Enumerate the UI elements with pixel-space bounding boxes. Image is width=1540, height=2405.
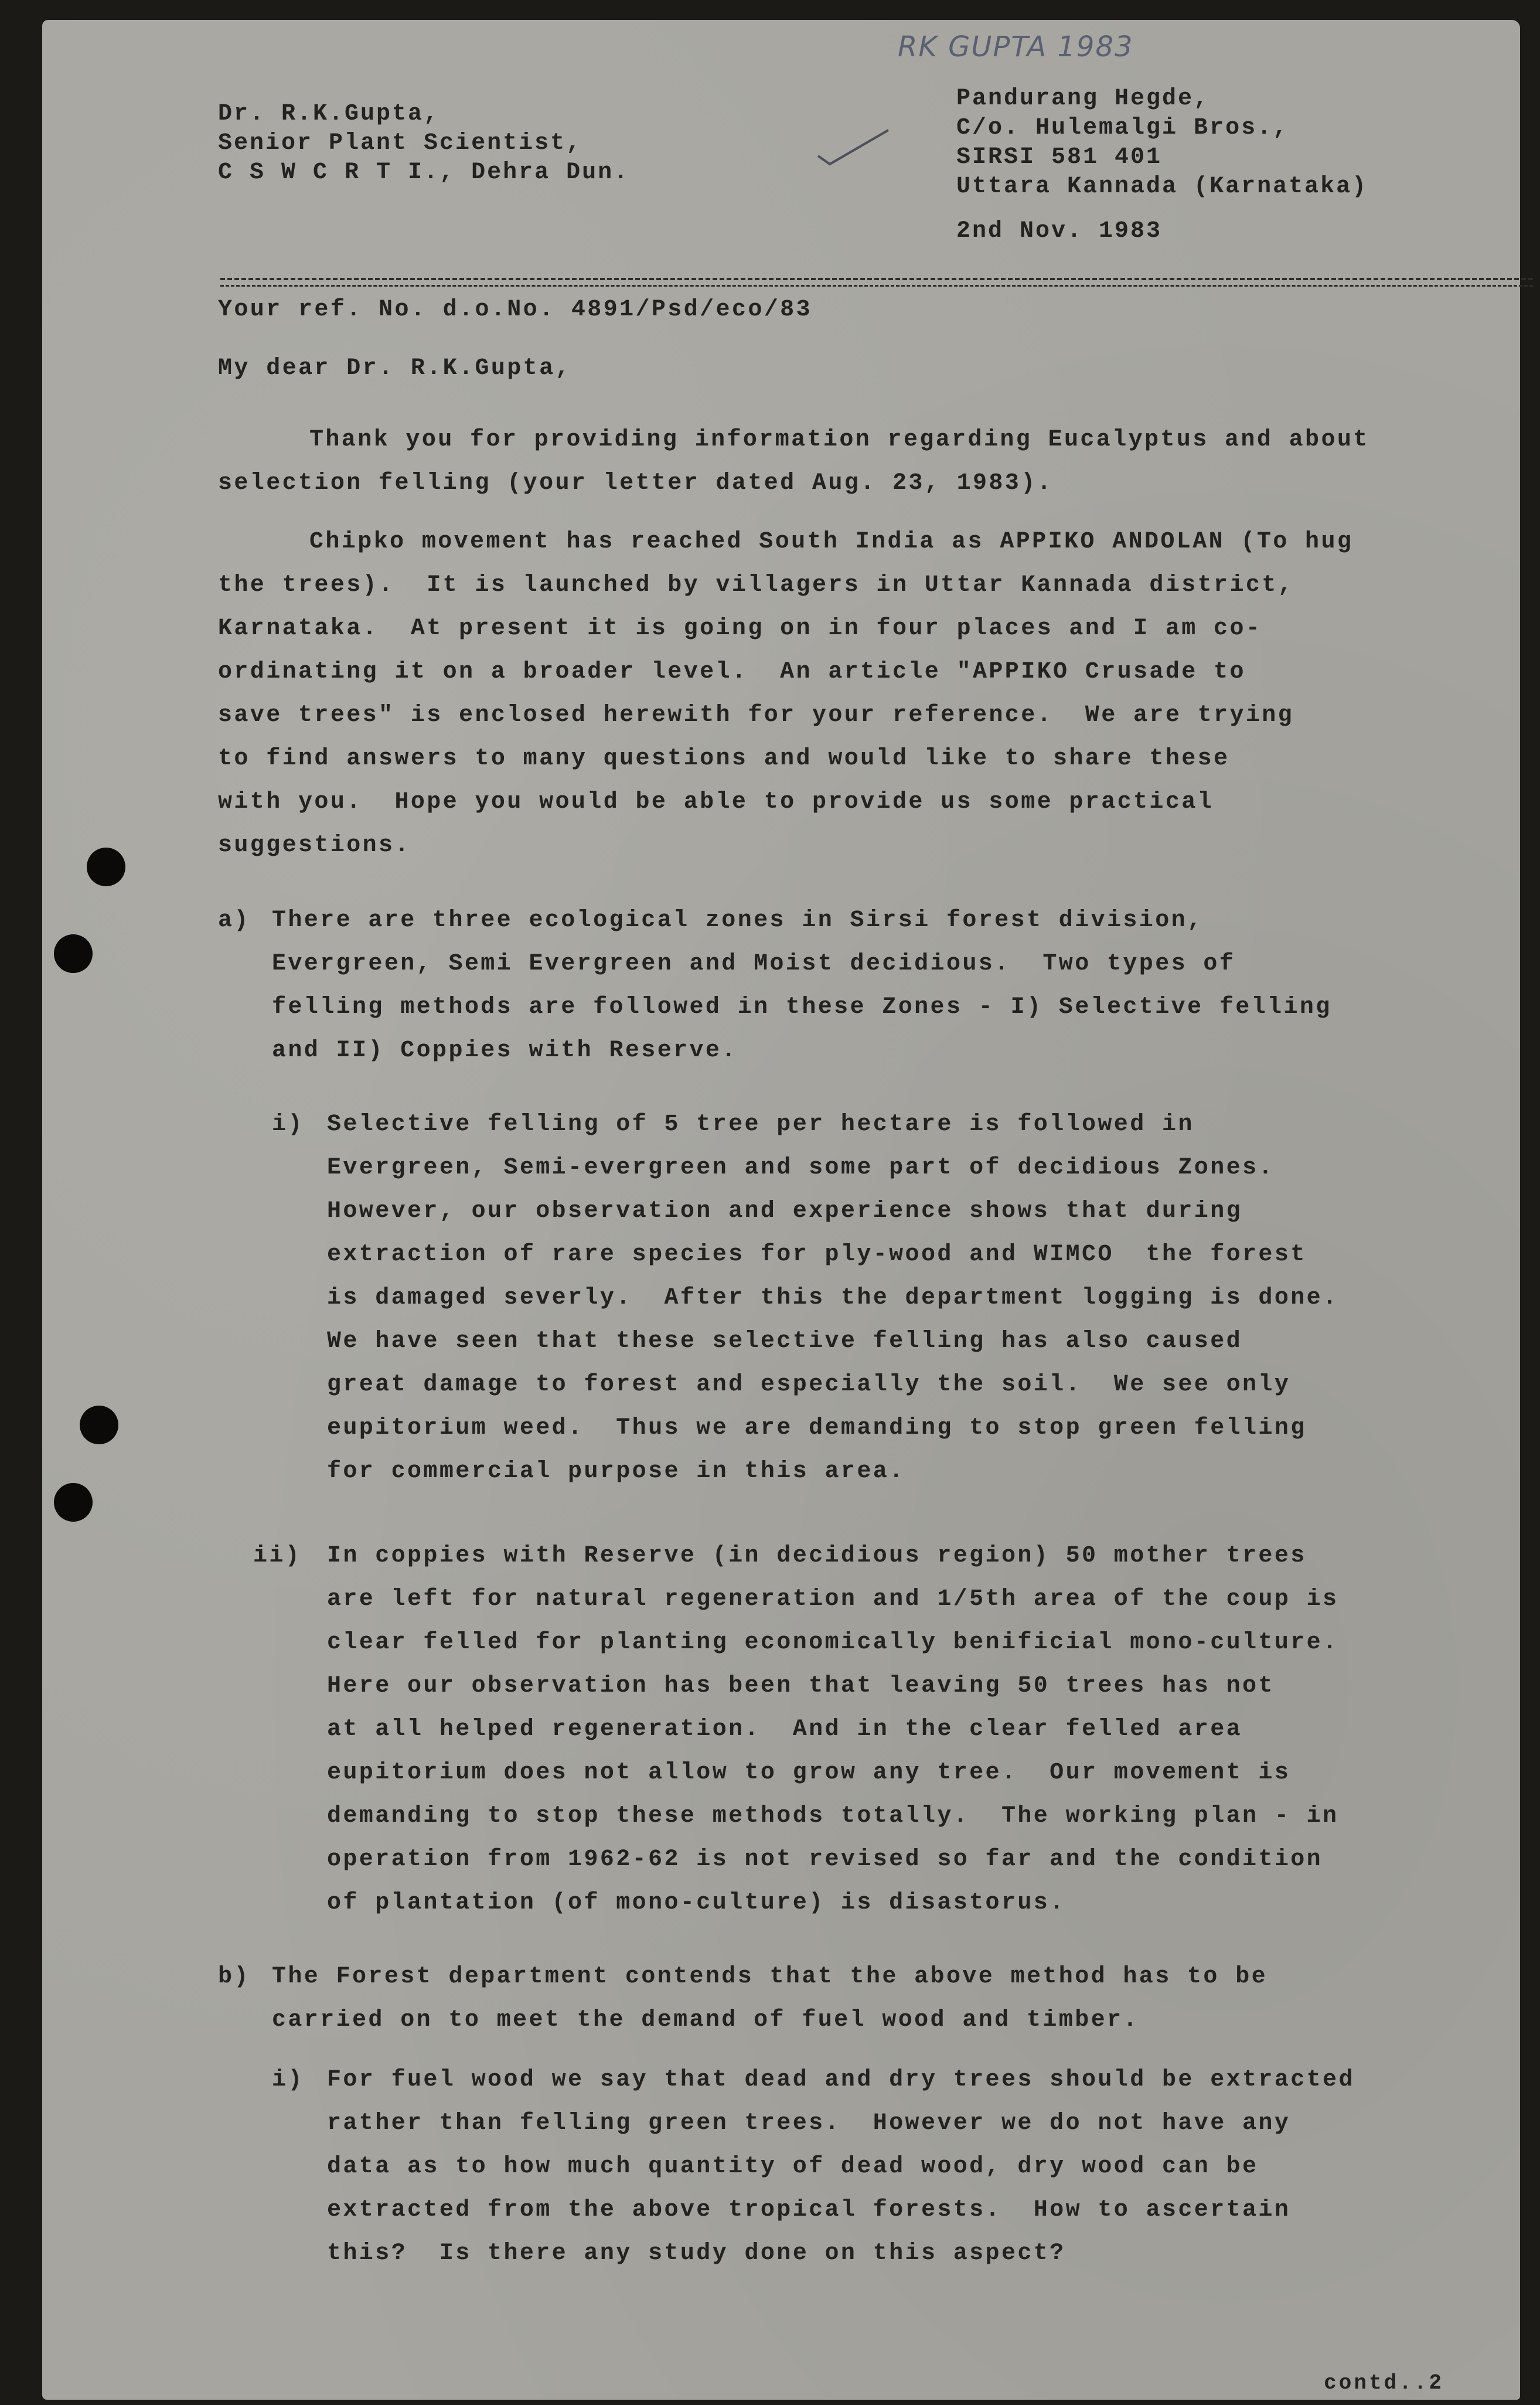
text-line: at all helped regeneration. And in the clear felled area — [327, 1716, 1243, 1743]
punch-hole-1 — [87, 848, 125, 886]
text-line: In coppies with Reserve (in decidious region) 50 mother trees — [327, 1543, 1307, 1569]
letter-date: 2nd Nov. 1983 — [956, 218, 1163, 244]
text-line: extraction of rare species for ply-wood and WIMCO the forest — [327, 1241, 1307, 1268]
text-line: with you. Hope you would be able to provide us some practical — [218, 789, 1214, 815]
recipient-org: C S W C R T I., Dehra Dun. — [218, 159, 630, 186]
sender-name: Pandurang Hegde, — [956, 86, 1210, 112]
text-line: carried on to meet the demand of fuel wood and timber. — [272, 2007, 1139, 2033]
text-line: Selective felling of 5 tree per hectare is followed in — [327, 1111, 1194, 1138]
text-line: demanding to stop these methods totally. The working plan - in — [327, 1803, 1339, 1829]
text-line: We have seen that these selective felling has also caused — [327, 1328, 1243, 1355]
text-line: clear felled for planting economically benificial mono-culture. — [327, 1630, 1339, 1656]
divider-line-lower — [220, 285, 1533, 287]
text-line: eupitorium does not allow to grow any tree. Our movement is — [327, 1760, 1291, 1786]
text-line: Evergreen, Semi-evergreen and some part of decidious Zones. — [327, 1155, 1275, 1181]
text-line: eupitorium weed. Thus we are demanding to stop green felling — [327, 1415, 1307, 1441]
divider-line — [220, 278, 1533, 280]
text-line: Here our observation has been that leaving 50 trees has not — [327, 1673, 1275, 1699]
sender-care-of: C/o. Hulemalgi Bros., — [956, 115, 1289, 141]
text-line: felling methods are followed in these Zones - I) Selective felling — [272, 994, 1332, 1020]
text-line: this? Is there any study done on this aspect? — [327, 2240, 1066, 2267]
text-line: is damaged severly. After this the department logging is done. — [327, 1285, 1339, 1311]
text-line: for commercial purpose in this area. — [327, 1458, 905, 1485]
text-line: However, our observation and experience shows that during — [327, 1198, 1243, 1224]
text-line: rather than felling green trees. However we do not have any — [327, 2110, 1291, 2137]
text-line: data as to how much quantity of dead wood, dry wood can be — [327, 2154, 1259, 2180]
tick-mark-icon — [816, 127, 892, 168]
text-line: the trees). It is launched by villagers in Uttar Kannada district, — [218, 572, 1294, 598]
list-marker: b) — [218, 1964, 250, 1990]
text-line: selection felling (your letter dated Aug. 23, 1983). — [218, 470, 1054, 496]
recipient-title: Senior Plant Scientist, — [218, 130, 582, 157]
sender-district: Uttara Kannada (Karnataka) — [956, 174, 1368, 200]
continuation-note: contd..2 — [1324, 2371, 1444, 2395]
list-marker: ii) — [253, 1543, 302, 1569]
handwritten-annotation: RK GUPTA 1983 — [898, 30, 1134, 63]
text-line: There are three ecological zones in Sirsi forest division, — [272, 907, 1204, 934]
punch-hole-2 — [54, 934, 93, 973]
text-line: save trees" is enclosed herewith for your reference. We are trying — [218, 702, 1294, 729]
text-line: and II) Coppies with Reserve. — [272, 1037, 738, 1064]
text-line: are left for natural regeneration and 1/5th area of the coup is — [327, 1586, 1339, 1613]
text-line: For fuel wood we say that dead and dry trees should be extracted — [327, 2067, 1355, 2093]
text-line: suggestions. — [218, 832, 411, 859]
letter-page — [42, 20, 1520, 2400]
text-line: to find answers to many questions and would like to share these — [218, 746, 1230, 772]
list-marker: i) — [272, 2067, 304, 2093]
text-line: of plantation (of mono-culture) is disastorus. — [327, 1890, 1066, 1916]
text-line: Chipko movement has reached South India as APPIKO ANDOLAN (To hug — [309, 529, 1354, 555]
list-marker: a) — [218, 907, 250, 934]
list-marker: i) — [272, 1111, 304, 1138]
salutation: My dear Dr. R.K.Gupta, — [218, 355, 571, 382]
text-line: Thank you for providing information regarding Eucalyptus and about — [309, 427, 1369, 453]
sender-city: SIRSI 581 401 — [956, 144, 1163, 171]
text-line: ordinating it on a broader level. An article "APPIKO Crusade to — [218, 659, 1246, 685]
text-line: great damage to forest and especially the soil. We see only — [327, 1372, 1291, 1398]
text-line: extracted from the above tropical forests. How to ascertain — [327, 2197, 1291, 2223]
text-line: operation from 1962-62 is not revised so far and the condition — [327, 1846, 1323, 1873]
text-line: The Forest department contends that the above method has to be — [272, 1964, 1268, 1990]
punch-hole-3 — [80, 1406, 118, 1444]
recipient-name: Dr. R.K.Gupta, — [218, 101, 440, 127]
text-line: Evergreen, Semi Evergreen and Moist decidious. Two types of — [272, 951, 1236, 977]
text-line: Karnataka. At present it is going on in four places and I am co- — [218, 615, 1262, 642]
reference-line: Your ref. No. d.o.No. 4891/Psd/eco/83 — [218, 297, 812, 323]
punch-hole-4 — [54, 1483, 93, 1522]
